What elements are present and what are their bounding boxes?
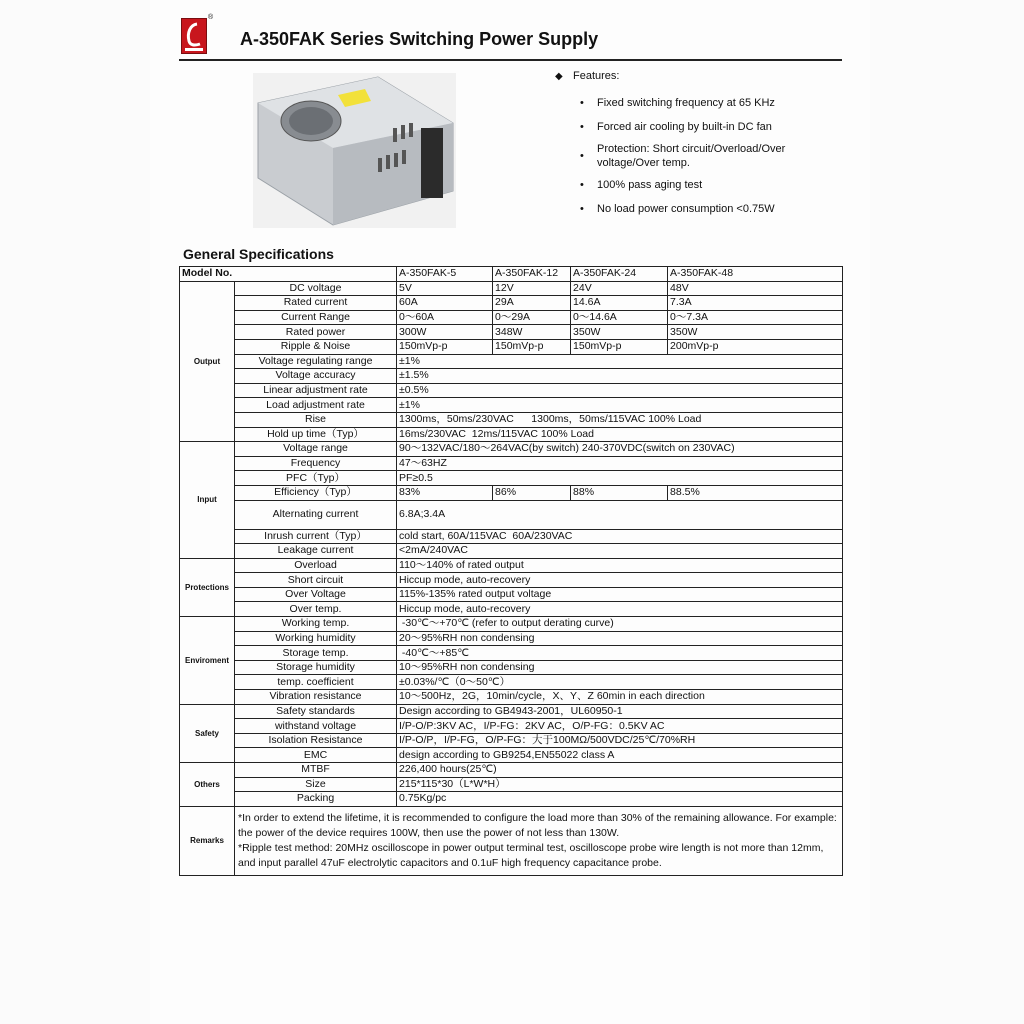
remark-line: *Ripple test method: 20MHz oscilloscope in power output terminal test, oscilloscope probe wire length is not more than 12mm, and input parallel 47uF electrolytic capacitors and 0.1uF high frequency capacitance probe.: [238, 841, 824, 869]
param-label: Over Voltage: [235, 587, 397, 602]
table-row: [180, 339, 843, 354]
table-row: [180, 573, 843, 588]
table-row: [180, 748, 843, 763]
value-cell: 300W: [397, 325, 493, 340]
param-label: Alternating current: [235, 500, 397, 529]
value-cell: 350W: [571, 325, 668, 340]
param-label: Current Range: [235, 310, 397, 325]
param-label: PFC（Typ）: [235, 471, 397, 486]
value-cell: ±1%: [397, 354, 843, 369]
param-label: Rated current: [235, 296, 397, 311]
group-remarks: Remarks: [180, 806, 235, 875]
value-cell: 47～63HZ: [397, 456, 843, 471]
param-label: Voltage range: [235, 442, 397, 457]
value-cell: 12V: [493, 281, 571, 296]
value-cell: 48V: [668, 281, 843, 296]
value-cell: 0～7.3A: [668, 310, 843, 325]
model-label: Model No.: [180, 267, 397, 282]
feature-item: • Fixed switching frequency at 65 KHz: [580, 97, 775, 109]
param-label: Vibration resistance: [235, 690, 397, 705]
group-others: Others: [180, 763, 235, 807]
table-row: [180, 675, 843, 690]
value-cell: cold start, 60A/115VAC 60A/230VAC: [397, 529, 843, 544]
title-divider: [179, 59, 842, 61]
value-cell: 0～14.6A: [571, 310, 668, 325]
value-cell: 6.8A;3.4A: [397, 500, 843, 529]
value-cell: <2mA/240VAC: [397, 544, 843, 559]
value-cell: Design according to GB4943-2001，UL60950-1: [397, 704, 843, 719]
value-cell: 24V: [571, 281, 668, 296]
param-label: Size: [235, 777, 397, 792]
model-cell: A-350FAK-24: [571, 267, 668, 282]
value-cell: 215*115*30（L*W*H）: [397, 777, 843, 792]
param-label: EMC: [235, 748, 397, 763]
feature-item: • 100% pass aging test: [580, 179, 703, 191]
table-row: [180, 427, 843, 442]
table-row: [180, 529, 843, 544]
registered-mark: ®: [208, 14, 214, 21]
value-cell: 14.6A: [571, 296, 668, 311]
param-label: Inrush current（Typ）: [235, 529, 397, 544]
param-label: Efficiency（Typ）: [235, 485, 397, 500]
value-cell: design according to GB9254,EN55022 class A: [397, 748, 843, 763]
value-cell: 7.3A: [668, 296, 843, 311]
param-label: Working humidity: [235, 631, 397, 646]
table-row: [180, 733, 843, 748]
param-label: Packing: [235, 792, 397, 807]
value-cell: 60A: [397, 296, 493, 311]
param-label: Isolation Resistance: [235, 733, 397, 748]
group-environment: Enviroment: [180, 617, 235, 705]
table-row: [180, 777, 843, 792]
value-cell: ±0.5%: [397, 383, 843, 398]
table-row: [180, 398, 843, 413]
table-row: [180, 456, 843, 471]
param-label: Frequency: [235, 456, 397, 471]
feature-item: • Forced air cooling by built-in DC fan: [580, 121, 772, 133]
table-row: [180, 558, 843, 573]
table-row: [180, 646, 843, 661]
table-row: [180, 763, 843, 778]
remarks-text: [235, 806, 843, 875]
value-cell: 110～140% of rated output: [397, 558, 843, 573]
group-safety: Safety: [180, 704, 235, 762]
model-cell: A-350FAK-5: [397, 267, 493, 282]
table-row: [180, 296, 843, 311]
param-label: temp. coefficient: [235, 675, 397, 690]
value-cell: ±0.03%/℃（0～50℃）: [397, 675, 843, 690]
value-cell: I/P-O/P:3KV AC，I/P-FG：2KV AC，O/P-FG：0.5KV AC: [397, 719, 843, 734]
value-cell: 150mVp-p: [571, 339, 668, 354]
table-row: [180, 792, 843, 807]
param-label: Storage temp.: [235, 646, 397, 661]
param-label: Rated power: [235, 325, 397, 340]
value-cell: Hiccup mode, auto-recovery: [397, 602, 843, 617]
param-label: Linear adjustment rate: [235, 383, 397, 398]
table-row: [180, 660, 843, 675]
value-cell: 150mVp-p: [397, 339, 493, 354]
value-cell: 16ms/230VAC 12ms/115VAC 100% Load: [397, 427, 843, 442]
spec-table: [179, 266, 843, 876]
table-row: [180, 485, 843, 500]
param-label: Over temp.: [235, 602, 397, 617]
table-row: [180, 587, 843, 602]
table-row: [180, 690, 843, 705]
value-cell: 115%-135% rated output voltage: [397, 587, 843, 602]
value-cell: 20～95%RH non condensing: [397, 631, 843, 646]
section-heading: General Specifications: [183, 246, 334, 262]
value-cell: 350W: [668, 325, 843, 340]
value-cell: 29A: [493, 296, 571, 311]
table-row: [180, 631, 843, 646]
value-cell: 10～500Hz，2G，10min/cycle，X、Y、Z 60min in each direction: [397, 690, 843, 705]
value-cell: ±1%: [397, 398, 843, 413]
group-input: Input: [180, 442, 235, 559]
param-label: Storage humidity: [235, 660, 397, 675]
param-label: Leakage current: [235, 544, 397, 559]
features-block: [555, 70, 825, 216]
group-output: Output: [180, 281, 235, 442]
param-label: Hold up time（Typ）: [235, 427, 397, 442]
value-cell: 90～132VAC/180～264VAC(by switch) 240-370VDC(switch on 230VAC): [397, 442, 843, 457]
value-cell: 150mVp-p: [493, 339, 571, 354]
table-row: [180, 806, 843, 875]
feature-item: • No load power consumption <0.75W: [580, 203, 775, 215]
param-label: Safety standards: [235, 704, 397, 719]
param-label: MTBF: [235, 763, 397, 778]
value-cell: 200mVp-p: [668, 339, 843, 354]
value-cell: 0.75Kg/pc: [397, 792, 843, 807]
table-row: [180, 442, 843, 457]
value-cell: -30℃～+70℃ (refer to output derating curve): [397, 617, 843, 632]
value-cell: 1300ms，50ms/230VAC 1300ms，50ms/115VAC 100% Load: [397, 412, 843, 427]
value-cell: ±1.5%: [397, 369, 843, 384]
table-row: [180, 267, 843, 282]
table-row: [180, 325, 843, 340]
param-label: DC voltage: [235, 281, 397, 296]
value-cell: I/P-O/P，I/P-FG，O/P-FG：大于100MΩ/500VDC/25℃/70%RH: [397, 733, 843, 748]
table-row: [180, 354, 843, 369]
param-label: Ripple & Noise: [235, 339, 397, 354]
table-row: [180, 310, 843, 325]
model-cell: A-350FAK-12: [493, 267, 571, 282]
value-cell: 0～60A: [397, 310, 493, 325]
param-label: Voltage accuracy: [235, 369, 397, 384]
model-cell: A-350FAK-48: [668, 267, 843, 282]
diamond-bullet-icon: ◆: [555, 71, 563, 82]
param-label: Rise: [235, 412, 397, 427]
table-row: [180, 281, 843, 296]
value-cell: 5V: [397, 281, 493, 296]
value-cell: 88.5%: [668, 485, 843, 500]
page-title: A-350FAK Series Switching Power Supply: [240, 29, 599, 49]
value-cell: PF≥0.5: [397, 471, 843, 486]
table-row: [180, 369, 843, 384]
brand-logo: [181, 18, 207, 54]
table-row: [180, 412, 843, 427]
table-row: [180, 544, 843, 559]
value-cell: 88%: [571, 485, 668, 500]
param-label: Overload: [235, 558, 397, 573]
table-row: [180, 617, 843, 632]
group-protections: Protections: [180, 558, 235, 616]
param-label: Load adjustment rate: [235, 398, 397, 413]
features-heading: ◆ Features:: [555, 70, 620, 82]
value-cell: -40℃～+85℃: [397, 646, 843, 661]
value-cell: 86%: [493, 485, 571, 500]
param-label: withstand voltage: [235, 719, 397, 734]
remark-line: *In order to extend the lifetime, it is recommended to configure the load more than 30% of the remaining allowance. For example: the power of the device requires 100W, then use the power of not less than 130W.: [238, 811, 837, 839]
table-row: [180, 500, 843, 529]
param-label: Short circuit: [235, 573, 397, 588]
table-row: [180, 719, 843, 734]
value-cell: 10～95%RH non condensing: [397, 660, 843, 675]
value-cell: 0～29A: [493, 310, 571, 325]
param-label: Working temp.: [235, 617, 397, 632]
value-cell: 226,400 hours(25℃): [397, 763, 843, 778]
feature-item: • Protection: Short circuit/Overload/Over voltage/Over temp.: [580, 143, 786, 169]
param-label: Voltage regulating range: [235, 354, 397, 369]
value-cell: Hiccup mode, auto-recovery: [397, 573, 843, 588]
table-row: [180, 471, 843, 486]
product-photo: [253, 73, 456, 228]
table-row: [180, 383, 843, 398]
value-cell: 83%: [397, 485, 493, 500]
table-row: [180, 704, 843, 719]
value-cell: 348W: [493, 325, 571, 340]
table-row: [180, 602, 843, 617]
